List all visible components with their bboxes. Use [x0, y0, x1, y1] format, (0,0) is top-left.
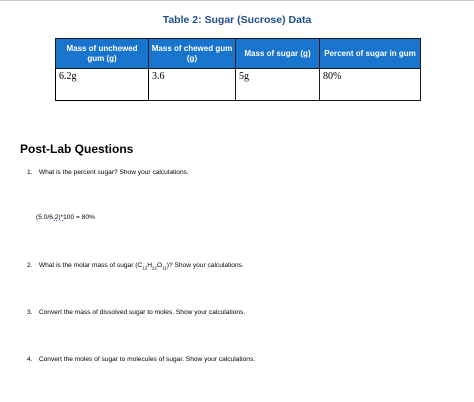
header-sugar-mass: Mass of sugar (g): [236, 39, 320, 69]
page-top-border: [0, 0, 474, 1]
formula-subscript-carbon: 12: [142, 265, 148, 271]
question-4: [27, 356, 255, 363]
question-2-text-after: )? Show your calculations.: [166, 262, 244, 269]
question-3: [27, 309, 245, 316]
formula-hydrogen: H: [147, 262, 152, 269]
question-3-text: Convert the mass of dissolved sugar to moles. Show your calculations.: [38, 309, 246, 316]
answer-1[interactable]: [36, 214, 95, 221]
formula-subscript-oxygen: 11: [162, 265, 167, 271]
header-unchewed-gum: Mass of unchewed gum (g): [56, 39, 149, 69]
question-1: [27, 169, 189, 176]
table-row: [56, 69, 421, 101]
question-4-number: 4.: [27, 356, 33, 363]
question-3-number: 3.: [27, 309, 33, 316]
post-lab-heading: Post-Lab Questions: [20, 142, 134, 156]
header-percent-sugar: Percent of sugar in gum: [320, 39, 421, 69]
question-1-number: 1.: [27, 169, 33, 176]
cell-chewed-gum[interactable]: 3.6: [149, 69, 236, 101]
formula-oxygen: O: [156, 262, 163, 269]
cell-percent-sugar[interactable]: 80%: [320, 69, 421, 101]
question-1-text: What is the percent sugar? Show your calculations.: [38, 169, 189, 176]
cell-unchewed-gum[interactable]: 6.2g: [56, 69, 149, 101]
question-2-number: 2.: [27, 262, 33, 269]
table-caption: Table 2: Sugar (Sucrose) Data: [162, 14, 312, 26]
header-chewed-gum: Mass of chewed gum (g): [149, 39, 236, 69]
sugar-data-table: [55, 38, 421, 101]
question-2: [27, 262, 244, 270]
formula-subscript-hydrogen: 22: [151, 265, 157, 271]
cell-sugar-mass[interactable]: 5g: [236, 69, 320, 101]
question-2-text-before: What is the molar mass of sugar (C: [38, 262, 143, 269]
question-4-text: Convert the moles of sugar to molecules of sugar. Show your calculations.: [38, 356, 256, 363]
answer-1-suffix: 100 = 80%: [63, 214, 95, 221]
table-header-row: [56, 39, 421, 69]
answer-1-prefix: (5.0/6.: [36, 214, 55, 221]
answer-1-underlined: 2)*: [54, 214, 64, 221]
